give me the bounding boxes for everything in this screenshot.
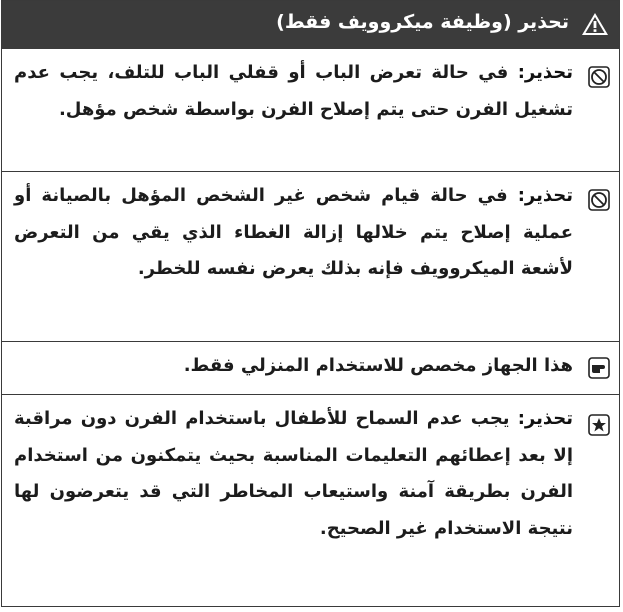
warning-lead: تحذير: bbox=[509, 408, 573, 429]
hand-point-icon bbox=[587, 356, 611, 380]
prohibited-icon bbox=[587, 188, 611, 212]
warning-header-title: تحذير (وظيفة ميكروويف فقط) bbox=[276, 11, 569, 33]
warning-triangle-icon bbox=[581, 11, 609, 37]
prohibited-icon bbox=[587, 65, 611, 89]
info-row-text bbox=[14, 348, 573, 385]
warning-row-text bbox=[14, 178, 573, 288]
warning-row-text bbox=[14, 401, 573, 547]
warning-lead: تحذير: bbox=[508, 62, 573, 83]
info-body: هذا الجهاز مخصص للاستخدام المنزلي فقط. bbox=[183, 355, 573, 376]
star-icon bbox=[587, 413, 611, 437]
warning-header bbox=[2, 1, 619, 49]
warning-lead: تحذير: bbox=[507, 185, 573, 206]
warning-body: في حالة قيام شخص غير الشخص المؤهل بالصيانة أو عملية إصلاح يتم خلالها إزالة الغطاء الذي يقي من التعرض لأشعة الميكروويف فإنه بذلك يعرض نفسه للخطر. bbox=[14, 185, 573, 279]
warning-row bbox=[2, 49, 619, 172]
warning-row bbox=[2, 172, 619, 342]
warning-body: يجب عدم السماح للأطفال باستخدام الفرن دون مراقبة إلا بعد إعطائهم التعليمات المناسبة بحيث يتمكنون من استخدام الفرن بطريقة آمنة واستيعاب المخاطر التي قد يتعرضون لها نتيجة الاستخدام غير الصحيح. bbox=[14, 408, 573, 539]
warning-row-text bbox=[14, 55, 573, 128]
warning-row bbox=[2, 395, 619, 607]
warning-box bbox=[1, 0, 620, 607]
info-row bbox=[2, 342, 619, 395]
warning-body: في حالة تعرض الباب أو قفلي الباب للتلف، يجب عدم تشغيل الفرن حتى يتم إصلاح الفرن بواسطة شخص مؤهل. bbox=[14, 62, 573, 120]
